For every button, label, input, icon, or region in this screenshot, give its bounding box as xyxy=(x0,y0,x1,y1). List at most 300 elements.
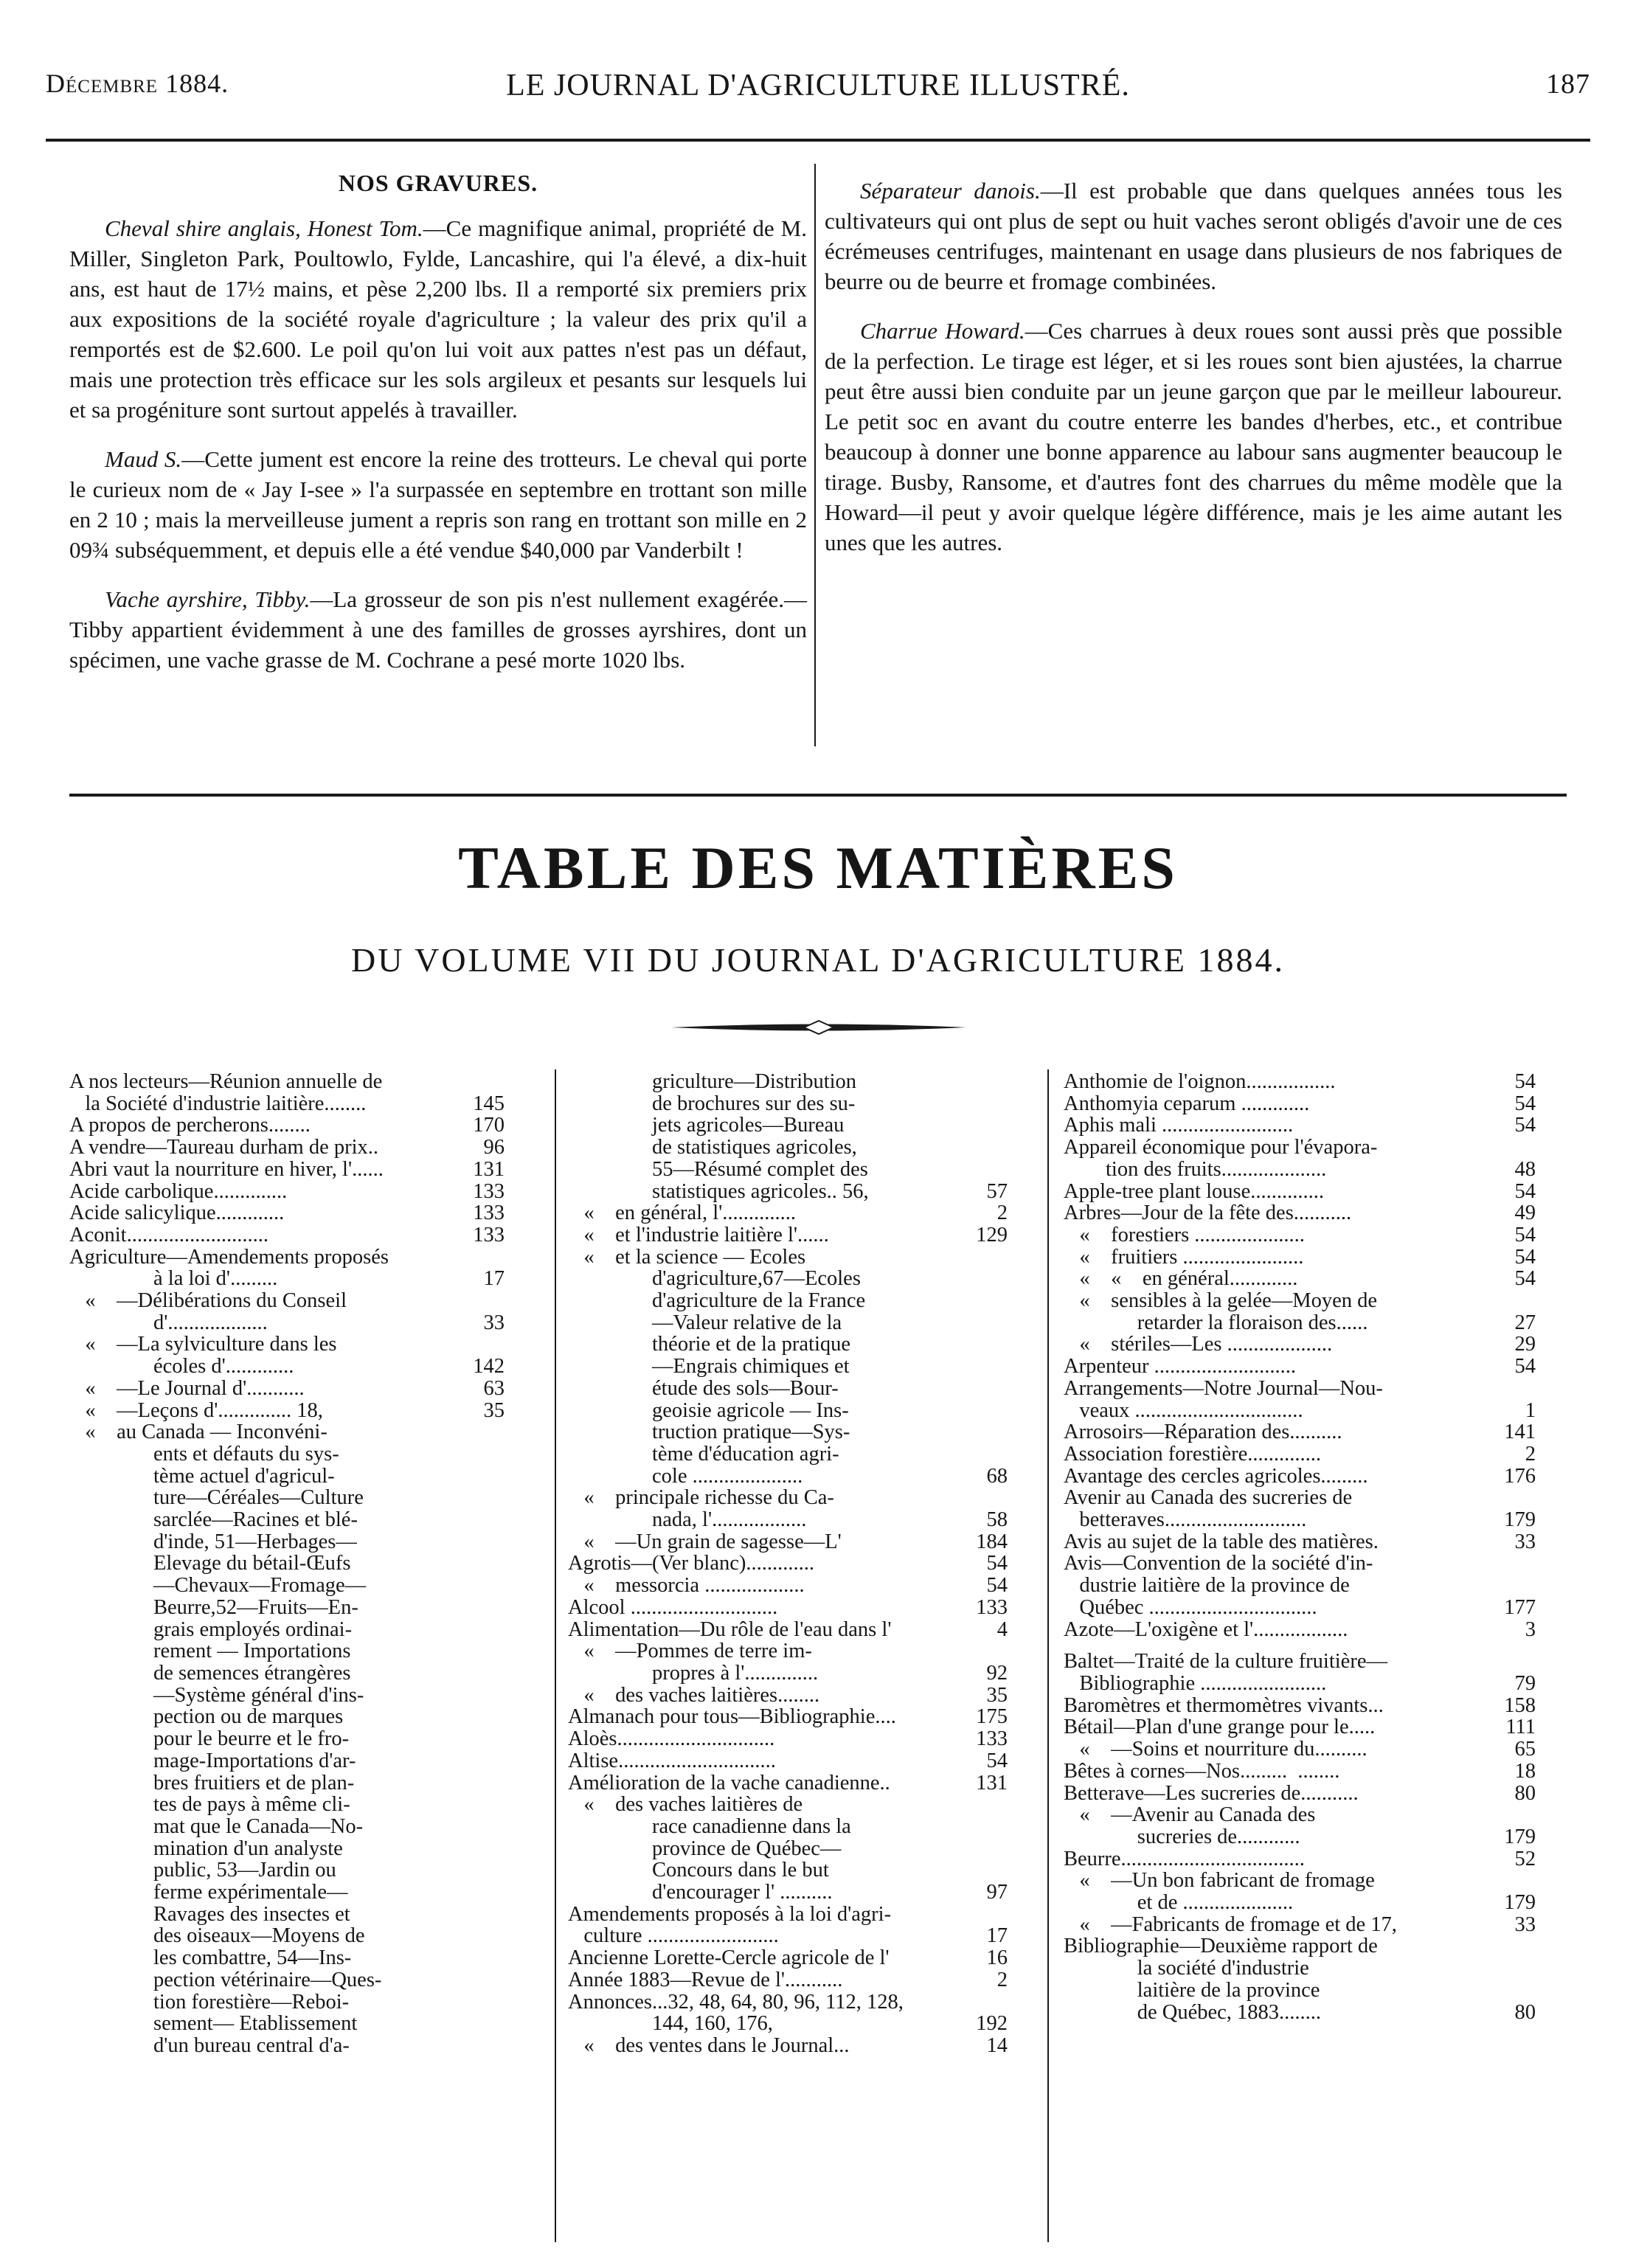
toc-entry xyxy=(568,1202,1008,1224)
paragraph-body: —Il est probable que dans quelques années tous les cultivateurs qui ont plus de sept ou huit vaches seront obligés d'avoir une de ces écrémeuses centrifuges, maintenant en usage dans plusieurs de nos fabriques de beurre ou de beurre et fromage combinées. xyxy=(825,178,1563,294)
toc-entry-text: Bêtes à cornes—Nos......... ........ xyxy=(1064,1760,1340,1783)
toc-entry xyxy=(69,1487,505,1509)
toc-entry-text: « sensibles à la gelée—Moyen de xyxy=(1064,1290,1378,1312)
toc-entry-page xyxy=(978,1421,1008,1443)
toc-entry-page xyxy=(978,1991,1008,2014)
toc-entry xyxy=(1064,1224,1536,1246)
toc-entry xyxy=(1064,1597,1536,1619)
toc-entry xyxy=(1064,1783,1536,1805)
toc-entry-text: Ravages des insectes et xyxy=(69,1903,350,1926)
toc-entry-text: « « en général............. xyxy=(1064,1268,1298,1291)
toc-entry-text: Beurre,52—Fruits—En- xyxy=(69,1596,358,1619)
toc-entry xyxy=(1064,1935,1536,1957)
toc-entry-text: des oiseaux—Moyens de xyxy=(69,1925,365,1948)
toc-entry-page xyxy=(978,1093,1008,1115)
toc-entry-page xyxy=(475,1553,505,1575)
toc-divider-2 xyxy=(1047,1069,1049,2242)
toc-entry xyxy=(568,1400,1008,1422)
toc-entry xyxy=(69,1443,505,1466)
toc-entry-text: « fruitiers ....................... xyxy=(1064,1246,1304,1269)
toc-divider-1 xyxy=(555,1069,556,2242)
toc-entry-page: 35 xyxy=(986,1684,1008,1707)
toc-entry-page xyxy=(475,1443,505,1466)
toc-entry xyxy=(69,1838,505,1860)
toc-entry-text: les combattre, 54—Ins- xyxy=(69,1947,352,1969)
paragraph-separateur xyxy=(825,176,1562,296)
toc-entry-page xyxy=(475,1334,505,1356)
toc-entry-page xyxy=(475,1071,505,1093)
toc-entry xyxy=(69,1772,505,1794)
toc-entry xyxy=(1064,2002,1536,2024)
toc-entry-page: 16 xyxy=(986,1947,1008,1969)
toc-entry-text: « stériles—Les .................... xyxy=(1064,1334,1333,1356)
toc-entry-text: d'agriculture de la France xyxy=(568,1290,866,1312)
toc-entry-page: 33 xyxy=(1514,1913,1536,1936)
toc-entry xyxy=(1064,1487,1536,1509)
toc-entry-text: Bibliographie—Deuxième rapport de xyxy=(1064,1935,1378,1958)
toc-entry xyxy=(1064,1159,1536,1181)
toc-entry-page xyxy=(475,1925,505,1947)
toc-entry-page xyxy=(475,1947,505,1969)
toc-entry-page: 54 xyxy=(986,1575,1008,1597)
toc-entry-text: Avis—Convention de la société d'in- xyxy=(1064,1553,1373,1575)
toc-entry xyxy=(1064,1553,1536,1575)
toc-entry-page xyxy=(1506,1651,1536,1673)
toc-entry-text: Arrangements—Notre Journal—Nou- xyxy=(1064,1377,1383,1400)
toc-entry-page: 54 xyxy=(1514,1268,1536,1291)
toc-entry-text: sement— Etablissement xyxy=(69,2013,358,2035)
toc-entry-text: mination d'un analyste xyxy=(69,1837,343,1860)
toc-entry xyxy=(1064,1421,1536,1443)
toc-entry-text: « —Un grain de sagesse—L' xyxy=(568,1530,842,1553)
toc-entry xyxy=(69,1947,505,1969)
paragraph-tibby-start xyxy=(69,584,807,675)
toc-entry xyxy=(568,1750,1008,1772)
toc-entry-page xyxy=(978,1838,1008,1860)
toc-entry-text: mat que le Canada—No- xyxy=(69,1815,364,1838)
toc-entry-text: Amélioration de la vache canadienne.. xyxy=(568,1772,890,1794)
toc-entry xyxy=(568,1969,1008,1991)
toc-entry-text: Baromètres et thermomètres vivants... xyxy=(1064,1694,1384,1717)
toc-entry-page xyxy=(1506,1290,1536,1312)
toc-entry xyxy=(69,1904,505,1926)
toc-entry xyxy=(568,1575,1008,1597)
toc-entry-text: tes de pays à même cli- xyxy=(69,1794,350,1816)
toc-entry-text: la Société d'industrie laitière........ xyxy=(69,1092,367,1115)
toc-entry-page xyxy=(978,1640,1008,1662)
toc-entry xyxy=(69,1728,505,1750)
toc-entry xyxy=(1064,1738,1536,1761)
toc-entry-page: 54 xyxy=(986,1749,1008,1772)
toc-entry xyxy=(69,1137,505,1159)
toc-entry-text: « messorcia ................... xyxy=(568,1575,805,1597)
toc-entry xyxy=(568,1093,1008,1115)
toc-entry-page: 58 xyxy=(986,1509,1008,1531)
toc-entry xyxy=(69,1268,505,1290)
toc-entry-text: Avantage des cercles agricoles......... xyxy=(1064,1465,1368,1488)
toc-entry-text: Betterave—Les sucreries de........... xyxy=(1064,1782,1359,1805)
toc-entry-text: Agriculture—Amendements proposés xyxy=(69,1246,389,1269)
toc-entry-page: 80 xyxy=(1514,1782,1536,1805)
toc-entry-page xyxy=(475,1487,505,1509)
toc-entry-text: d'encourager l' .......... xyxy=(568,1882,833,1904)
toc-entry-text: 144, 160, 176, xyxy=(568,2013,773,2035)
toc-entry xyxy=(1064,1400,1536,1422)
toc-entry-text: jets agricoles—Bureau xyxy=(568,1114,845,1137)
toc-entry-text: ture—Céréales—Culture xyxy=(69,1487,364,1510)
toc-entry xyxy=(69,1312,505,1334)
toc-entry xyxy=(1064,1619,1536,1641)
toc-entry-text: Arpenteur ........................... xyxy=(1064,1356,1297,1378)
toc-entry xyxy=(69,1181,505,1203)
toc-entry-page: 158 xyxy=(1504,1694,1536,1717)
toc-entry-text: Anthomie de l'oignon................. xyxy=(1064,1071,1336,1093)
toc-entry xyxy=(1064,1246,1536,1269)
toc-entry-text: griculture—Distribution xyxy=(568,1071,857,1093)
toc-entry-page: 2 xyxy=(1525,1443,1536,1466)
toc-entry xyxy=(69,1378,505,1400)
toc-entry xyxy=(568,1114,1008,1137)
toc-entry xyxy=(1064,1651,1536,1673)
toc-entry xyxy=(1064,1716,1536,1738)
paragraph-charrue xyxy=(825,316,1562,558)
toc-entry-text: pection vétérinaire—Ques- xyxy=(69,1969,382,1991)
toc-entry xyxy=(568,1443,1008,1466)
toc-entry-page: 1 xyxy=(1525,1399,1536,1422)
toc-entry xyxy=(69,1925,505,1947)
paragraph-lead: Vache ayrshire, Tibby. xyxy=(105,586,311,612)
toc-entry-text: d'un bureau central d'a- xyxy=(69,2034,350,2057)
toc-entry xyxy=(69,1334,505,1356)
toc-entry xyxy=(568,1531,1008,1553)
toc-entry-text: Aconit........................... xyxy=(69,1224,268,1246)
toc-entry-text: Acide salicylique............. xyxy=(69,1202,285,1224)
toc-entry xyxy=(1064,1181,1536,1203)
toc-entry-page xyxy=(475,1509,505,1531)
toc-entry-text: et de ..................... xyxy=(1064,1892,1294,1914)
toc-entry xyxy=(69,1290,505,1312)
column-divider xyxy=(814,164,816,746)
paragraph-cheval xyxy=(69,213,807,425)
toc-entry xyxy=(69,1356,505,1378)
toc-entry xyxy=(568,1794,1008,1816)
toc-entry-text: « —Délibérations du Conseil xyxy=(69,1290,347,1312)
toc-entry-page: 33 xyxy=(483,1311,505,1334)
toc-entry xyxy=(69,1093,505,1115)
toc-entry-text: Abri vaut la nourriture en hiver, l'...... xyxy=(69,1158,384,1181)
toc-entry-page xyxy=(475,1991,505,2014)
toc-entry-text: Annonces...32, 48, 64, 80, 96, 112, 128, xyxy=(568,1991,904,2014)
toc-entry-text: Altise.............................. xyxy=(568,1749,776,1772)
toc-entry-page: 65 xyxy=(1514,1738,1536,1761)
toc-entry xyxy=(568,1334,1008,1356)
toc-entry-text: étude des sols—Bour- xyxy=(568,1377,839,1400)
toc-entry-text: Avenir au Canada des sucreries de xyxy=(1064,1487,1353,1510)
toc-entry xyxy=(568,1181,1008,1203)
ornament-rule-icon xyxy=(664,1016,974,1038)
toc-entry-text: veaux ................................ xyxy=(1064,1399,1303,1422)
toc-entry-text: « des vaches laitières de xyxy=(568,1794,803,1816)
toc-entry xyxy=(69,1202,505,1224)
toc-entry-text: sucreries de............ xyxy=(1064,1825,1300,1848)
toc-entry-page: 18 xyxy=(1514,1760,1536,1783)
toc-entry-text: Alimentation—Du rôle de l'eau dans l' xyxy=(568,1618,892,1641)
toc-entry-text: Bibliographie ........................ xyxy=(1064,1672,1327,1695)
toc-entry-page: 33 xyxy=(1514,1530,1536,1553)
toc-entry-page: 17 xyxy=(483,1268,505,1291)
toc-entry-text: d'inde, 51—Herbages— xyxy=(69,1530,357,1553)
toc-entry-text: tème actuel d'agricul- xyxy=(69,1465,335,1488)
toc-entry-page: 184 xyxy=(976,1530,1008,1553)
toc-entry-text: A vendre—Taureau durham de prix.. xyxy=(69,1137,379,1159)
toc-entry-text: tion forestière—Reboi- xyxy=(69,1991,350,2014)
toc-entry-page: 96 xyxy=(483,1137,505,1159)
toc-entry-text: grais employés ordinai- xyxy=(69,1618,353,1641)
toc-entry-page xyxy=(475,1816,505,1838)
toc-entry xyxy=(568,1816,1008,1838)
toc-entry-page xyxy=(475,1838,505,1860)
toc-entry-text: race canadienne dans la xyxy=(568,1815,851,1838)
toc-entry-page xyxy=(475,1619,505,1641)
toc-entry-page: 14 xyxy=(986,2034,1008,2057)
toc-entry xyxy=(69,1991,505,2014)
toc-entry-page xyxy=(475,1290,505,1312)
toc-entry-page xyxy=(1506,1980,1536,2002)
toc-entry-text: « forestiers ..................... xyxy=(1064,1224,1305,1246)
toc-entry-page: 54 xyxy=(1514,1224,1536,1246)
toc-entry-text: Ancienne Lorette-Cercle agricole de l' xyxy=(568,1947,890,1969)
toc-entry-page xyxy=(475,2035,505,2057)
toc-entry xyxy=(1064,1695,1536,1717)
toc-entry xyxy=(69,1114,505,1137)
toc-entry-page xyxy=(475,1969,505,1991)
toc-entry xyxy=(568,1290,1008,1312)
toc-entry-text: « et la science — Ecoles xyxy=(568,1246,806,1269)
toc-entry xyxy=(568,1378,1008,1400)
toc-entry-page xyxy=(1506,1137,1536,1159)
toc-entry-page: 192 xyxy=(976,2013,1008,2035)
toc-entry-page xyxy=(978,1816,1008,1838)
toc-entry xyxy=(1064,1290,1536,1312)
toc-entry-text: ferme expérimentale— xyxy=(69,1882,348,1904)
toc-entry-text: Aloès.............................. xyxy=(568,1728,775,1750)
toc-entry-text: Bétail—Plan d'une grange pour le..... xyxy=(1064,1716,1376,1739)
toc-entry-page xyxy=(475,1640,505,1662)
toc-entry-page xyxy=(475,1750,505,1772)
toc-entry xyxy=(568,1991,1008,2014)
toc-entry-page xyxy=(475,1597,505,1619)
toc-entry xyxy=(568,1071,1008,1093)
toc-entry-text: statistiques agricoles.. 56, xyxy=(568,1180,869,1203)
toc-entry-page: 170 xyxy=(473,1114,505,1137)
toc-entry-text: Avis au sujet de la table des matières. xyxy=(1064,1530,1379,1553)
toc-entry-text: sarclée—Racines et blé- xyxy=(69,1509,358,1531)
toc-entry xyxy=(1064,1312,1536,1334)
toc-entry-text: Baltet—Traité de la culture fruitière— xyxy=(1064,1651,1387,1673)
toc-column-2 xyxy=(568,1071,1008,2057)
toc-column-1 xyxy=(69,1071,505,2057)
toc-entry xyxy=(69,2013,505,2035)
toc-entry-page xyxy=(978,1290,1008,1312)
toc-entry-page xyxy=(1506,1957,1536,1980)
toc-entry xyxy=(1064,1334,1536,1356)
toc-entry-page xyxy=(475,1706,505,1728)
toc-entry xyxy=(1064,1575,1536,1597)
toc-entry-text: mage-Importations d'ar- xyxy=(69,1749,356,1772)
gravures-heading: NOS GRAVURES. xyxy=(338,170,538,196)
toc-entry-page: 52 xyxy=(1514,1848,1536,1870)
toc-entry-page: 54 xyxy=(1514,1246,1536,1269)
toc-entry xyxy=(1064,1914,1536,1936)
toc-entry-page xyxy=(1506,1575,1536,1597)
toc-entry-page: 133 xyxy=(473,1202,505,1224)
toc-entry-text: Acide carbolique.............. xyxy=(69,1180,288,1203)
toc-entry xyxy=(69,2035,505,2057)
toc-entry xyxy=(1064,1531,1536,1553)
toc-entry-text: Almanach pour tous—Bibliographie.... xyxy=(568,1706,896,1729)
toc-entry xyxy=(568,1268,1008,1290)
toc-entry-page: 97 xyxy=(986,1882,1008,1904)
toc-entry-text: Amendements proposés à la loi d'agri- xyxy=(568,1903,892,1926)
toc-entry-text: province de Québec— xyxy=(568,1837,842,1860)
toc-entry xyxy=(69,1882,505,1904)
toc-entry xyxy=(568,1312,1008,1334)
toc-entry-page xyxy=(475,1882,505,1904)
toc-entry-page: 131 xyxy=(473,1158,505,1181)
toc-entry xyxy=(568,1246,1008,1269)
toc-entry-page xyxy=(978,1487,1008,1509)
toc-entry xyxy=(568,1356,1008,1378)
toc-entry-text: Québec ................................ xyxy=(1064,1596,1317,1619)
toc-entry-page xyxy=(475,2013,505,2035)
toc-entry xyxy=(1064,1268,1536,1290)
toc-entry xyxy=(69,1421,505,1443)
toc-entry-text: « —Le Journal d'........... xyxy=(69,1377,305,1400)
toc-entry-text: « —Pommes de terre im- xyxy=(568,1640,812,1662)
toc-entry xyxy=(69,1969,505,1991)
toc-entry-text: Arbres—Jour de la fête des........... xyxy=(1064,1202,1352,1224)
toc-entry-text: —Chevaux—Fromage— xyxy=(69,1575,367,1597)
toc-entry xyxy=(69,1509,505,1531)
toc-entry-page xyxy=(978,1246,1008,1269)
toc-entry-text: « au Canada — Inconvéni- xyxy=(69,1421,327,1443)
toc-entry xyxy=(1064,1892,1536,1914)
toc-entry xyxy=(568,1640,1008,1662)
toc-entry-page xyxy=(1506,1804,1536,1826)
toc-entry xyxy=(568,1685,1008,1707)
paragraph-body: —Ces charrues à deux roues sont aussi près que possible de la perfection. Le tirage est léger, et si les roues sont bien ajustées, la charrue peut être aussi bien conduite par un jeune garçon que par le meilleur laboureur. Le petit soc en avant du coutre enterre les bandes d'herbes, etc., et contribue beaucoup à donner une bonne apparence au labour sans augmenter beaucoup le tirage. Busby, Ransome, et d'autres font des charrues du même modèle que la Howard—il peut y avoir quelque légère différence, mais je les aime autant les unes que les autres. xyxy=(825,318,1562,555)
paragraph-body: —La grosseur de son pis n'est nullement exagérée.—Tibby appartient évidemment à une des familles de grosses ayrshires, dont un spécimen, une vache grasse de M. Cochrane a pesé morte 1020 lbs. xyxy=(69,586,808,673)
toc-entry-page xyxy=(1506,1935,1536,1957)
toc-entry-page xyxy=(1506,1378,1536,1400)
toc-entry-text: « et l'industrie laitière l'...... xyxy=(568,1224,829,1246)
toc-entry-text: de Québec, 1883........ xyxy=(1064,2001,1322,2024)
toc-entry-text: Année 1883—Revue de l'........... xyxy=(568,1969,843,1991)
toc-entry-page xyxy=(475,1246,505,1269)
toc-entry xyxy=(568,1662,1008,1685)
toc-entry-page: 27 xyxy=(1514,1311,1536,1334)
paragraph-lead: Séparateur danois. xyxy=(860,178,1041,204)
toc-entry-page xyxy=(978,1268,1008,1290)
toc-entry-page: 145 xyxy=(473,1092,505,1115)
toc-entry-page xyxy=(475,1794,505,1816)
toc-entry-page xyxy=(1506,1487,1536,1509)
toc-entry-text: Association forestière.............. xyxy=(1064,1443,1322,1466)
toc-entry-page: 111 xyxy=(1505,1716,1536,1739)
toc-entry xyxy=(1064,1804,1536,1826)
toc-entry xyxy=(568,1137,1008,1159)
toc-entry-text: 55—Résumé complet des xyxy=(568,1158,868,1181)
toc-entry-page: 175 xyxy=(976,1706,1008,1729)
paragraph-body: —Cette jument est encore la reine des trotteurs. Le cheval qui porte le curieux nom de « Jay I-see » l'a surpassée en septembre en trottant son mille en 2 10 ; mais la merveilleuse jument a repris son rang en trottant son mille en 2 09¾ subséquemment, et depuis elle a été vendue $40,000 par Vanderbilt ! xyxy=(69,446,807,563)
running-header xyxy=(46,68,1590,112)
paragraph-lead: Charrue Howard. xyxy=(860,318,1025,344)
toc-entry-text: de statistiques agricoles, xyxy=(568,1137,857,1159)
toc-entry-text: « principale richesse du Ca- xyxy=(568,1487,834,1510)
toc-entry-page: 29 xyxy=(1514,1334,1536,1356)
toc-entry-page: 35 xyxy=(483,1399,505,1422)
toc-entry xyxy=(568,1553,1008,1575)
toc-entry xyxy=(1064,1673,1536,1695)
journal-title: LE JOURNAL D'AGRICULTURE ILLUSTRÉ. xyxy=(506,69,1130,103)
toc-entry-text: « —La sylviculture dans les xyxy=(69,1334,337,1356)
toc-entry xyxy=(568,1838,1008,1860)
toc-entry-text: « des ventes dans le Journal... xyxy=(568,2034,850,2057)
toc-entry xyxy=(69,1575,505,1597)
toc-entry-text: « —Avenir au Canada des xyxy=(1064,1804,1316,1826)
toc-entry-page: 79 xyxy=(1514,1672,1536,1695)
toc-entry xyxy=(69,1794,505,1816)
toc-entry xyxy=(69,1246,505,1269)
toc-entry xyxy=(1064,1466,1536,1488)
toc-entry-page: 133 xyxy=(473,1224,505,1246)
toc-entry-text: « —Fabricants de fromage et de 17, xyxy=(1064,1913,1397,1936)
toc-entry-text: rement — Importations xyxy=(69,1640,351,1662)
toc-entry-text: tion des fruits.................... xyxy=(1064,1158,1327,1181)
toc-entry xyxy=(69,1816,505,1838)
toc-entry-text: Apple-tree plant louse.............. xyxy=(1064,1180,1324,1203)
toc-entry-page: 179 xyxy=(1504,1509,1536,1531)
toc-entry-text: —Engrais chimiques et xyxy=(568,1356,850,1378)
toc-entry-page xyxy=(475,1662,505,1685)
toc-subtitle: DU VOLUME VII DU JOURNAL D'AGRICULTURE 1884. xyxy=(350,941,1285,979)
toc-entry-text: écoles d'............. xyxy=(69,1356,294,1378)
toc-entry xyxy=(1064,1761,1536,1783)
toc-entry-text: bres fruitiers et de plan- xyxy=(69,1772,355,1794)
toc-entry-page: 177 xyxy=(1504,1596,1536,1619)
toc-entry-page: 3 xyxy=(1525,1618,1536,1641)
toc-entry-text: ents et défauts du sys- xyxy=(69,1443,339,1466)
toc-entry xyxy=(69,1662,505,1685)
toc-entry-page: 133 xyxy=(473,1180,505,1203)
toc-entry xyxy=(69,1859,505,1882)
toc-entry-page xyxy=(978,1159,1008,1181)
paragraph-body: —Ce magnifique animal, propriété de M. Miller, Singleton Park, Poultowlo, Fylde, Lancashire, qui l'a élevé, a dix-huit ans, est haut de 17½ mains, et pèse 2,200 lbs. Il a remporté six premiers prix aux expositions de la société royale d'agriculture ; la valeur des prix qu'il a remportés est de $2.600. Le poil qu'on lui voit aux pattes n'est pas un défaut, mais une protection très efficace sur les sols argileux et pesants sur lesquels lui et sa progéniture sont surtout appelés à travailler. xyxy=(69,215,807,423)
toc-entry-page: 54 xyxy=(1514,1114,1536,1137)
toc-entry-page: 54 xyxy=(1514,1180,1536,1203)
toc-entry-text: retarder la floraison des...... xyxy=(1064,1311,1368,1334)
toc-entry-page: 176 xyxy=(1504,1465,1536,1488)
toc-entry-page xyxy=(978,1794,1008,1816)
toc-entry-page xyxy=(475,1531,505,1553)
toc-entry-text: truction pratique—Sys- xyxy=(568,1421,850,1443)
issue-date: Décembre 1884. xyxy=(46,69,229,98)
toc-entry xyxy=(568,1619,1008,1641)
toc-entry-text: Arrosoirs—Réparation des.......... xyxy=(1064,1421,1342,1443)
toc-entry-text: culture ......................... xyxy=(568,1925,779,1948)
toc-entry-text: « en général, l'.............. xyxy=(568,1202,797,1224)
toc-entry-page xyxy=(978,1378,1008,1400)
